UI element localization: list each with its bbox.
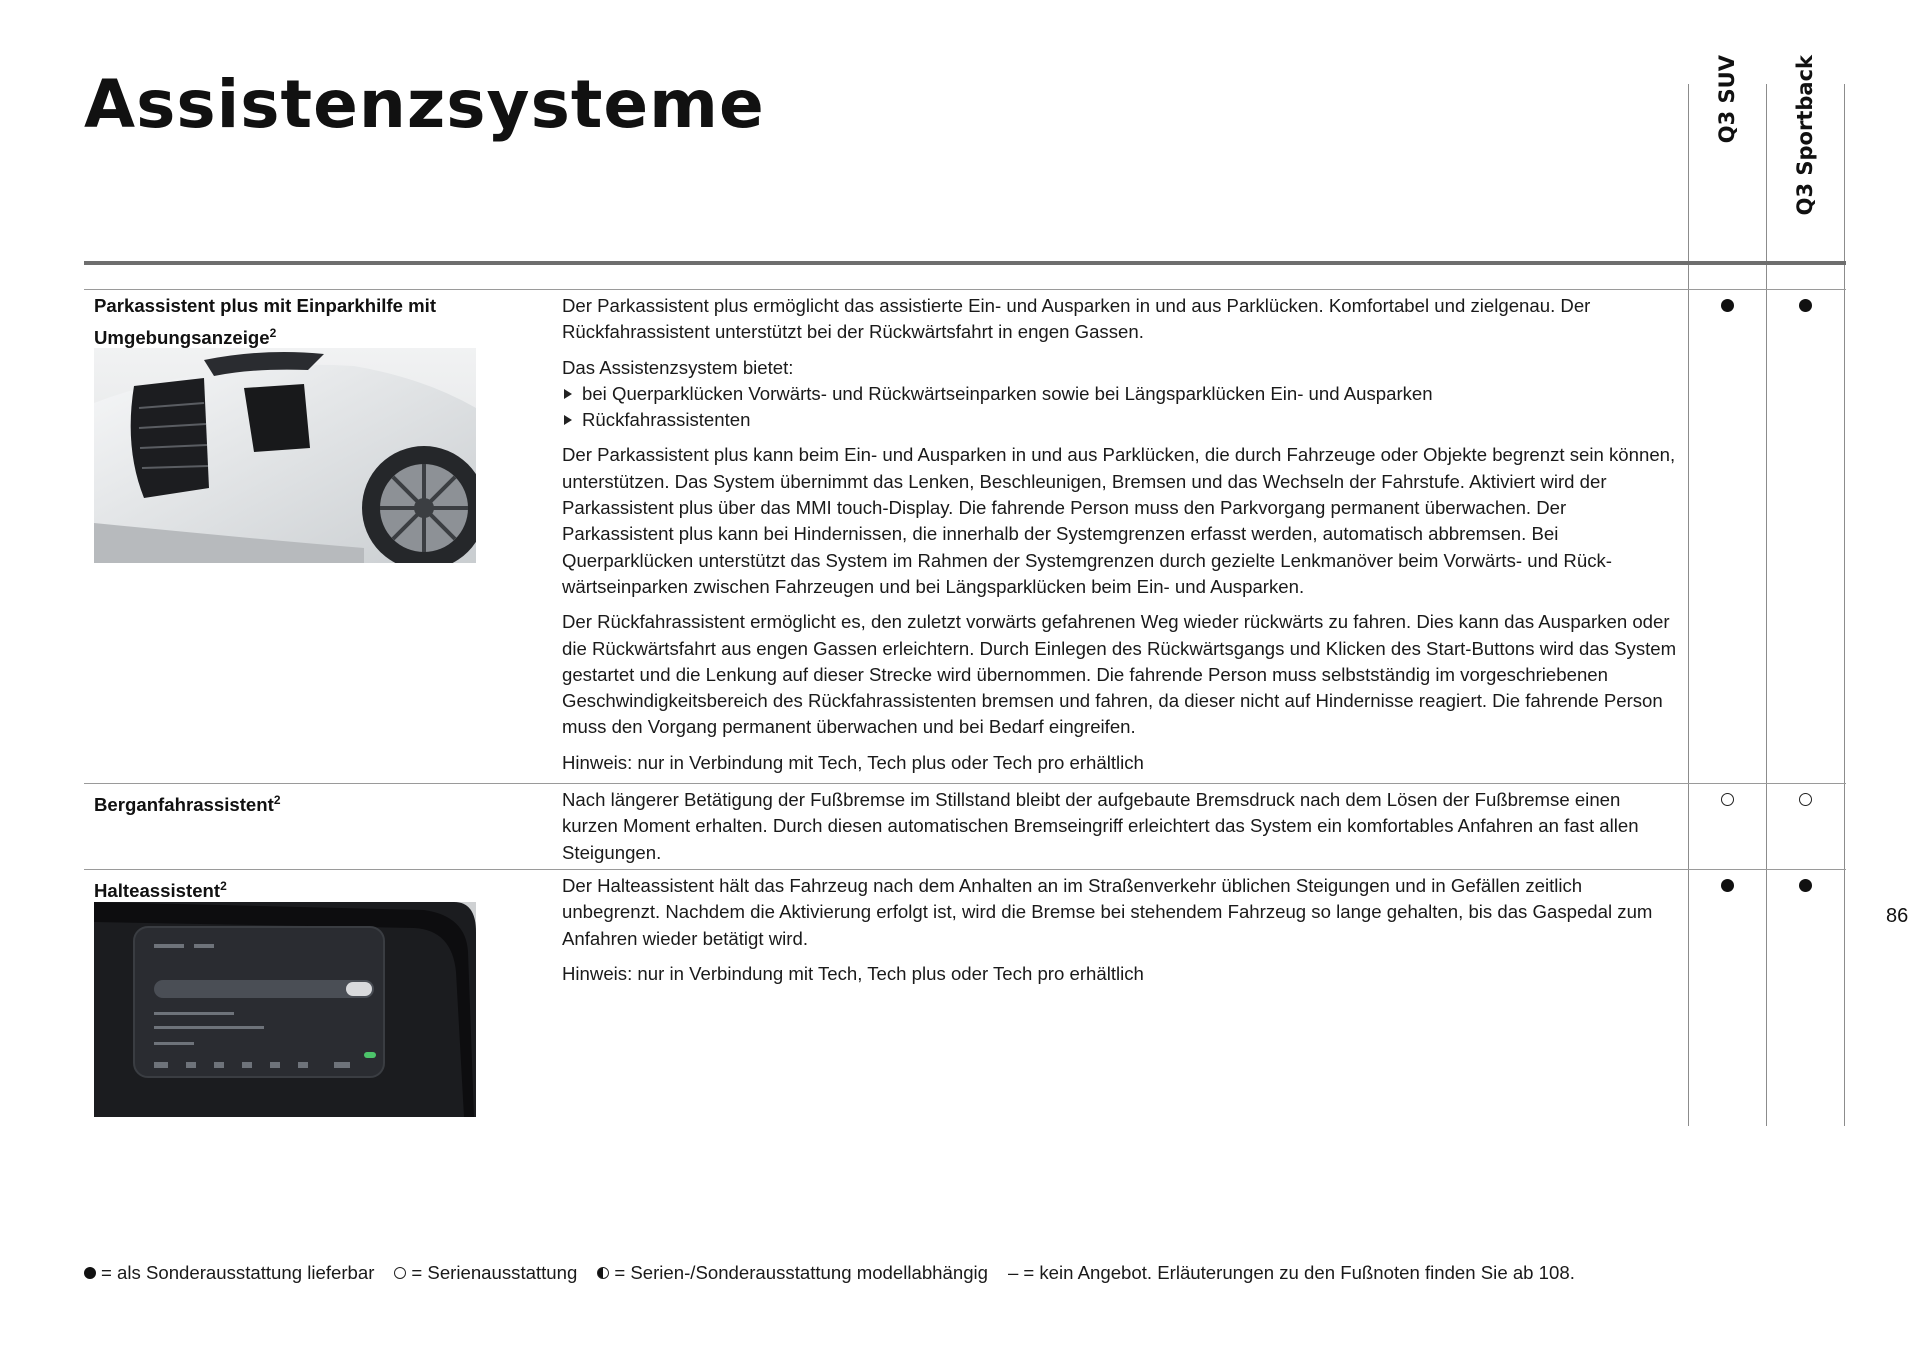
row-divider bbox=[84, 869, 1846, 870]
header-rule bbox=[84, 261, 1846, 265]
page-title: Assistenzsysteme bbox=[84, 66, 765, 143]
feature-description bbox=[562, 873, 1678, 996]
page-number: 86 bbox=[1886, 905, 1909, 927]
car-front-image bbox=[94, 348, 476, 563]
description-note: Hinweis: nur in Verbindung mit Tech, Tech plus oder Tech pro erhältlich bbox=[562, 962, 1144, 984]
availability-optional-icon bbox=[1799, 299, 1812, 312]
column-divider-middle bbox=[1766, 84, 1767, 1126]
filled-circle-icon bbox=[84, 1267, 96, 1279]
feature-label: Halteassistent bbox=[94, 880, 221, 902]
description-paragraph: Der Rückfahrassistent ermöglicht es, den zuletzt vorwärts gefahrenen Weg wieder rückwärts zu fahren. Dies kann das Ausparken oder die Rückwärtsfahrt aus engen Gassen erleichtern. Durch Einlegen des Rückwärtsgangs und Klicken des Start-Buttons wird das System gestartet und die Lenkung auf dieser Strecke wird übernommen. Die fahrende Person muss selbstständig im vorgeschriebenen Geschwindigkeitsbereich des Rückfahrassistenten bremsen und fahren, da dieser nicht auf Hindernisse reagiert. Die fahrende Person muss den Vorgang permanent überwachen und bei Bedarf eingreifen. bbox=[562, 611, 1677, 738]
column-header-label: Q3 Sportback bbox=[1793, 55, 1817, 216]
legend-item-standard bbox=[394, 1262, 577, 1284]
availability-optional-icon bbox=[1721, 299, 1734, 312]
description-paragraph: Das Assistenzsystem bietet: bbox=[562, 356, 794, 378]
availability-optional-icon bbox=[1721, 879, 1734, 892]
description-note: Hinweis: nur in Verbindung mit Tech, Tech plus oder Tech pro erhältlich bbox=[562, 751, 1144, 773]
description-paragraph: Nach längerer Betätigung der Fußbremse im Stillstand bleibt der aufgebaute Bremsdruck nach dem Lösen der Fußbremse einen kurzen Moment erhalten. Durch diesen automatischen Bremseingriff erleichtert das System ein komfortables Anfahren an fast allen Steigungen. bbox=[562, 789, 1639, 863]
availability-standard-icon bbox=[1799, 793, 1812, 806]
footnote-marker: 2 bbox=[220, 879, 227, 893]
dash-icon: – bbox=[1008, 1262, 1019, 1283]
column-header-q3-sportback bbox=[1790, 55, 1820, 255]
open-circle-icon bbox=[394, 1267, 406, 1279]
legend-text: = als Sonderausstattung lieferbar bbox=[101, 1262, 375, 1283]
feature-name bbox=[94, 787, 494, 819]
bullet-item: Rückfahrassistenten bbox=[562, 407, 1678, 433]
legend-item-optional bbox=[84, 1262, 374, 1284]
availability-standard-icon bbox=[1721, 793, 1734, 806]
footnote-marker: 2 bbox=[269, 325, 277, 340]
column-divider-left bbox=[1688, 84, 1689, 1126]
description-paragraph: Der Parkassistent plus ermöglicht das assistierte Ein- und Ausparken in und aus Parklücken. Komfortabel und zielgenau. Der Rückfahrassistent unterstützt bei der Rückwärtsfahrt in engen Gassen. bbox=[562, 295, 1591, 343]
column-divider-right bbox=[1844, 84, 1845, 1126]
row-divider bbox=[84, 289, 1846, 290]
bullet-item: bei Querparklücken Vorwärts- und Rückwärtseinparken sowie bei Längsparklücken Ein- und Ausparken bbox=[562, 381, 1678, 407]
feature-label: Berganfahrassistent bbox=[94, 794, 274, 816]
availability-optional-icon bbox=[1799, 879, 1812, 892]
legend-text: = Serien-/Sonderausstattung modellabhängig bbox=[614, 1262, 989, 1283]
description-paragraph: Der Halteassistent hält das Fahrzeug nach dem Anhalten an im Straßenverkehr üblichen Steigungen und in Gefällen zeitlich unbegrenzt. Nachdem die Aktivierung erfolgt ist, wird die Bremse bei stehendem Fahrzeug so lange gehalten, bis das Gaspedal zum Anfahren wieder betätigt wird. bbox=[562, 875, 1653, 949]
legend-text: = Serienausstattung bbox=[411, 1262, 578, 1283]
half-circle-icon bbox=[597, 1267, 609, 1279]
feature-name bbox=[94, 293, 494, 351]
car-front-photo bbox=[94, 348, 476, 563]
description-paragraph: Der Parkassistent plus kann beim Ein- und Ausparken in und aus Parklücken, die durch Fahrzeuge oder Objekte begrenzt sein können, unterstützen. Das System übernimmt das Lenken, Beschleunigen, Bremsen und das Wechseln der Fahrstufe. Aktiviert wird der Parkassistent plus über das MMI touch-Display. Die fahrende Person muss den Parkvorgang permanent überwachen. Der Parkassistent plus kann bei Hindernissen, die innerhalb der Systemgrenzen erfasst werden, automatisch abbremsen. Bei Querparklücken unterstützt das System im Rahmen der Systemgrenzen durch gezielte Lenkmanöver beim Vorwärts- und Rückwärtseinparken zwischen Fahrzeugen und bei Längsparklücken beim Ein- und Ausparken. bbox=[562, 444, 1676, 597]
display-photo bbox=[94, 902, 476, 1117]
row-divider bbox=[84, 783, 1846, 784]
legend-text: = kein Angebot. Erläuterungen zu den Fußnoten finden Sie ab 108. bbox=[1023, 1262, 1575, 1283]
feature-label: Parkassistent plus mit Einparkhilfe mit Umgebungsanzeige bbox=[94, 295, 437, 348]
column-header-q3-suv bbox=[1712, 55, 1742, 255]
feature-description bbox=[562, 293, 1678, 785]
feature-name bbox=[94, 873, 494, 905]
legend bbox=[84, 1262, 1595, 1284]
mmi-display-image bbox=[94, 902, 476, 1117]
feature-bullet-list bbox=[562, 381, 1678, 434]
footnote-marker: 2 bbox=[273, 793, 281, 807]
legend-item-model-dependent bbox=[597, 1262, 988, 1284]
legend-item-none bbox=[1008, 1262, 1575, 1284]
feature-description bbox=[562, 787, 1678, 875]
column-header-label: Q3 SUV bbox=[1715, 55, 1739, 144]
